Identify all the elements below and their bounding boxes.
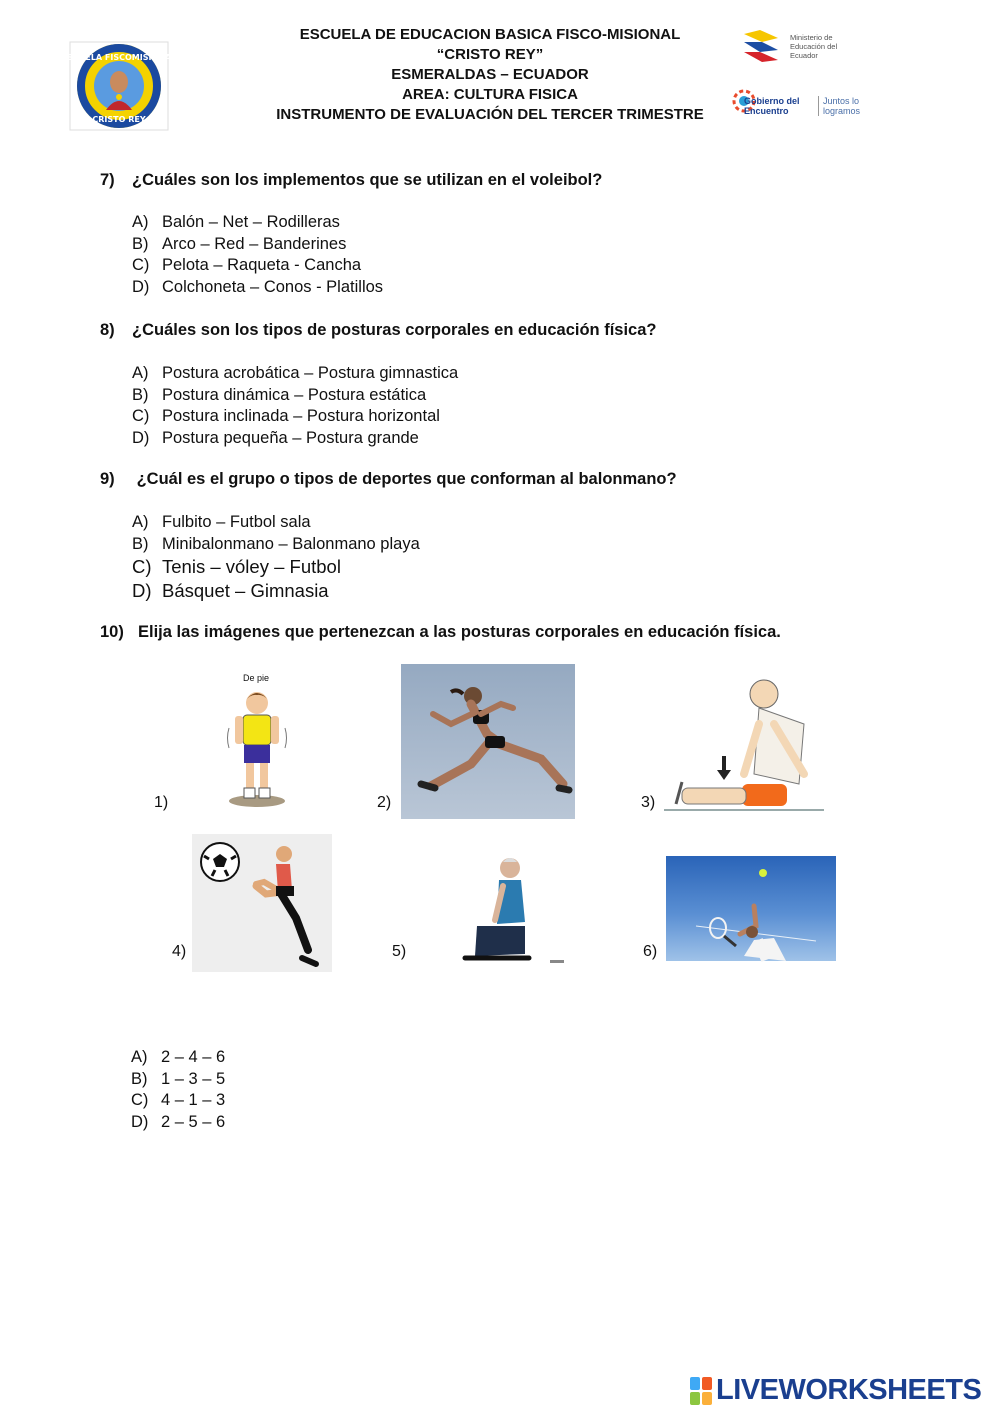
- question-number: 10): [100, 623, 124, 641]
- question-8: [100, 321, 656, 340]
- option-d[interactable]: D) Básquet – Gimnasia: [132, 579, 329, 601]
- question-9-options: [132, 512, 420, 602]
- image-2-label: 2): [377, 794, 392, 811]
- ministry-name: Ministerio de Educación del Ecuador: [790, 33, 838, 60]
- running-woman-image[interactable]: [401, 664, 575, 819]
- image-4-label: 4): [172, 943, 187, 960]
- question-9: [100, 470, 677, 489]
- kneeling-man-image[interactable]: [455, 850, 570, 970]
- question-7: [100, 171, 602, 190]
- question-text: ¿Cuál es el grupo o tipos de deportes que conforman al balonmano?: [132, 470, 677, 488]
- svg-text:ESCUELA FISCOMISIONAL: ESCUELA FISCOMISIONAL: [61, 53, 177, 62]
- question-10-options: [131, 1047, 225, 1133]
- tennis-serve-image[interactable]: [666, 856, 836, 961]
- question-10: [100, 623, 781, 642]
- option-d[interactable]: D) Postura pequeña – Postura grande: [132, 428, 419, 447]
- gobierno-logo: [730, 86, 880, 118]
- option-d[interactable]: D) 2 – 5 – 6: [131, 1112, 226, 1131]
- option-b[interactable]: B) Arco – Red – Banderines: [132, 234, 347, 253]
- subject-area: AREA: CULTURA FISICA: [402, 86, 578, 103]
- ministry-logo: [740, 28, 850, 68]
- image-6-label: 6): [643, 943, 658, 960]
- option-c[interactable]: C) Postura inclinada – Postura horizontal: [132, 407, 440, 425]
- svg-text:CRISTO REY: CRISTO REY: [92, 115, 146, 124]
- image-1-label: 1): [154, 794, 169, 811]
- seated-stretch-image[interactable]: [664, 664, 826, 819]
- option-b[interactable]: B) Minibalonmano – Balonmano playa: [132, 534, 420, 553]
- school-subname: “CRISTO REY”: [436, 46, 544, 63]
- gobierno-slogan: Juntos lo logramos: [818, 96, 883, 116]
- question-text: ¿Cuáles son los implementos que se utilizan en el voleibol?: [132, 171, 603, 189]
- option-c[interactable]: C) Tenis – vóley – Futbol: [132, 556, 341, 577]
- option-a[interactable]: A) Balón – Net – Rodilleras: [132, 213, 340, 231]
- gobierno-name: Gobierno del Encuentro: [744, 96, 800, 116]
- school-location: ESMERALDAS – ECUADOR: [391, 66, 589, 83]
- image-5-label: 5): [392, 943, 407, 960]
- question-number: 8): [100, 321, 115, 339]
- option-a[interactable]: A) 2 – 4 – 6: [131, 1048, 226, 1066]
- school-seal: [61, 42, 177, 130]
- option-c[interactable]: C) 4 – 1 – 3: [131, 1091, 226, 1109]
- image-3-label: 3): [641, 794, 656, 811]
- question-text: Elija las imágenes que pertenezcan a las posturas corporales en educación física.: [138, 623, 781, 641]
- question-number: 7): [100, 171, 115, 189]
- option-b[interactable]: B) Postura dinámica – Postura estática: [132, 385, 427, 404]
- liveworksheets-icon: [690, 1377, 714, 1405]
- school-name: ESCUELA DE EDUCACION BASICA FISCO-MISIONAL: [299, 26, 681, 43]
- standing-boy-image[interactable]: [215, 668, 300, 813]
- option-d[interactable]: D) Colchoneta – Conos - Platillos: [132, 277, 384, 296]
- header-block: [230, 25, 750, 125]
- option-c[interactable]: C) Pelota – Raqueta - Cancha: [132, 256, 362, 274]
- liveworksheets-logo[interactable]: [690, 1376, 990, 1406]
- question-8-options: [132, 363, 458, 449]
- instrument-title: INSTRUMENTO DE EVALUACIÓN DEL TERCER TRIMESTRE: [276, 106, 704, 123]
- question-number: 9): [100, 470, 115, 488]
- image-caption: De pie: [243, 673, 270, 683]
- option-a[interactable]: A) Fulbito – Futbol sala: [132, 513, 311, 531]
- soccer-kick-image[interactable]: [192, 834, 332, 972]
- liveworksheets-text: LIVEWORKSHEETS: [716, 1374, 982, 1406]
- option-a[interactable]: A) Postura acrobática – Postura gimnastica: [132, 364, 459, 382]
- option-b[interactable]: B) 1 – 3 – 5: [131, 1069, 226, 1088]
- question-7-options: [132, 212, 383, 298]
- question-text: ¿Cuáles son los tipos de posturas corporales en educación física?: [132, 321, 657, 339]
